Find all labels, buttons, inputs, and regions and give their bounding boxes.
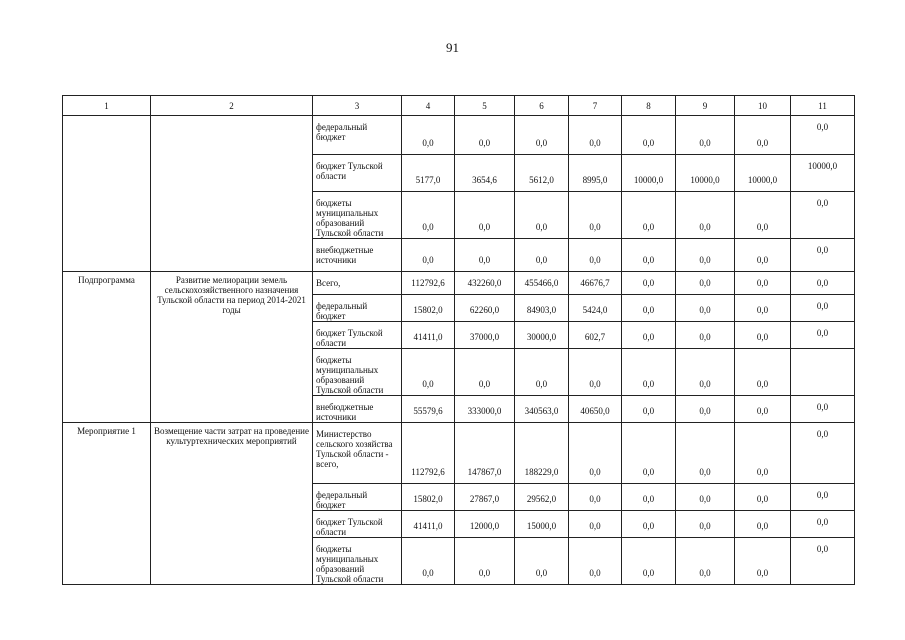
value-cell: 46676,7 — [569, 272, 622, 295]
funding-source-cell: внебюджетные источники — [313, 239, 402, 272]
funding-source-cell: бюджет Тульской области — [313, 511, 402, 538]
value-cell: 0,0 — [676, 272, 735, 295]
row-type-cell — [63, 116, 151, 272]
value-cell: 0,0 — [622, 511, 676, 538]
value-cell: 0,0 — [569, 484, 622, 511]
value-cell: 0,0 — [676, 538, 735, 585]
value-cell: 112792,6 — [402, 272, 455, 295]
value-cell: 0,0 — [676, 484, 735, 511]
value-cell: 0,0 — [735, 272, 791, 295]
funding-source-cell: бюджет Тульской области — [313, 322, 402, 349]
value-cell: 0,0 — [515, 116, 569, 155]
value-cell: 40650,0 — [569, 396, 622, 423]
value-cell: 37000,0 — [455, 322, 515, 349]
value-cell: 0,0 — [735, 511, 791, 538]
value-cell-col11 — [791, 349, 855, 396]
row-name-cell: Развитие мелиорации земель сельскохозяйственного назначения Тульской области на период 2014-2021 годы — [151, 272, 313, 423]
header-cell: 6 — [515, 96, 569, 116]
funding-source-cell: бюджеты муниципальных образований Тульской области — [313, 192, 402, 239]
value-cell: 0,0 — [455, 538, 515, 585]
value-cell: 3654,6 — [455, 155, 515, 192]
value-cell: 0,0 — [569, 349, 622, 396]
header-cell: 5 — [455, 96, 515, 116]
value-cell: 0,0 — [402, 116, 455, 155]
value-cell: 602,7 — [569, 322, 622, 349]
value-cell: 0,0 — [569, 538, 622, 585]
value-cell-col11: 0,0 — [791, 322, 855, 349]
header-cell: 7 — [569, 96, 622, 116]
value-cell: 0,0 — [735, 538, 791, 585]
value-cell: 432260,0 — [455, 272, 515, 295]
header-cell: 8 — [622, 96, 676, 116]
value-cell: 0,0 — [515, 239, 569, 272]
value-cell: 340563,0 — [515, 396, 569, 423]
value-cell: 15802,0 — [402, 484, 455, 511]
value-cell: 0,0 — [622, 423, 676, 484]
header-cell: 3 — [313, 96, 402, 116]
value-cell: 0,0 — [515, 538, 569, 585]
table-body — [63, 116, 855, 585]
value-cell: 0,0 — [735, 295, 791, 322]
funding-source-cell: федеральный бюджет — [313, 295, 402, 322]
value-cell: 10000,0 — [676, 155, 735, 192]
header-row — [63, 96, 855, 116]
value-cell: 29562,0 — [515, 484, 569, 511]
funding-source-cell: Всего, — [313, 272, 402, 295]
value-cell: 10000,0 — [735, 155, 791, 192]
value-cell-col11: 0,0 — [791, 116, 855, 155]
value-cell: 12000,0 — [455, 511, 515, 538]
value-cell: 41411,0 — [402, 511, 455, 538]
value-cell: 0,0 — [569, 423, 622, 484]
value-cell: 0,0 — [455, 349, 515, 396]
value-cell: 188229,0 — [515, 423, 569, 484]
value-cell: 55579,6 — [402, 396, 455, 423]
value-cell: 0,0 — [622, 239, 676, 272]
value-cell: 10000,0 — [622, 155, 676, 192]
value-cell: 0,0 — [515, 192, 569, 239]
value-cell: 0,0 — [622, 116, 676, 155]
header-cell: 2 — [151, 96, 313, 116]
value-cell: 147867,0 — [455, 423, 515, 484]
value-cell-col11: 10000,0 — [791, 155, 855, 192]
value-cell: 5612,0 — [515, 155, 569, 192]
value-cell: 5177,0 — [402, 155, 455, 192]
value-cell-col11: 0,0 — [791, 423, 855, 484]
value-cell: 0,0 — [676, 423, 735, 484]
table-row — [63, 116, 855, 155]
value-cell: 62260,0 — [455, 295, 515, 322]
value-cell: 0,0 — [622, 192, 676, 239]
funding-source-cell: бюджет Тульской области — [313, 155, 402, 192]
value-cell: 0,0 — [676, 322, 735, 349]
row-type-cell: Подпрограмма — [63, 272, 151, 423]
value-cell: 455466,0 — [515, 272, 569, 295]
value-cell: 0,0 — [676, 239, 735, 272]
value-cell: 0,0 — [735, 322, 791, 349]
value-cell: 0,0 — [676, 116, 735, 155]
value-cell: 0,0 — [735, 116, 791, 155]
value-cell-col11: 0,0 — [791, 295, 855, 322]
value-cell-col11: 0,0 — [791, 538, 855, 585]
value-cell: 0,0 — [735, 239, 791, 272]
value-cell: 0,0 — [735, 396, 791, 423]
value-cell: 0,0 — [402, 239, 455, 272]
page-number: 91 — [446, 40, 459, 55]
funding-source-cell: бюджеты муниципальных образований Тульской области — [313, 349, 402, 396]
table-row — [63, 423, 855, 484]
table-row — [63, 272, 855, 295]
value-cell: 0,0 — [622, 538, 676, 585]
funding-source-cell: федеральный бюджет — [313, 484, 402, 511]
value-cell: 0,0 — [622, 295, 676, 322]
value-cell: 0,0 — [622, 396, 676, 423]
value-cell-col11: 0,0 — [791, 272, 855, 295]
value-cell-col11: 0,0 — [791, 239, 855, 272]
value-cell: 0,0 — [569, 511, 622, 538]
value-cell: 0,0 — [622, 272, 676, 295]
value-cell: 15802,0 — [402, 295, 455, 322]
value-cell: 15000,0 — [515, 511, 569, 538]
value-cell: 0,0 — [622, 484, 676, 511]
value-cell: 5424,0 — [569, 295, 622, 322]
row-name-cell: Возмещение части затрат на проведение культуртехнических мероприятий — [151, 423, 313, 585]
budget-table — [62, 95, 855, 585]
funding-source-cell: федеральный бюджет — [313, 116, 402, 155]
value-cell: 112792,6 — [402, 423, 455, 484]
header-cell: 4 — [402, 96, 455, 116]
value-cell: 0,0 — [402, 349, 455, 396]
value-cell: 0,0 — [515, 349, 569, 396]
value-cell-col11: 0,0 — [791, 396, 855, 423]
value-cell: 0,0 — [676, 192, 735, 239]
value-cell: 0,0 — [455, 116, 515, 155]
header-cell: 11 — [791, 96, 855, 116]
value-cell: 0,0 — [676, 349, 735, 396]
value-cell: 0,0 — [402, 192, 455, 239]
value-cell: 0,0 — [455, 192, 515, 239]
funding-source-cell: внебюджетные источники — [313, 396, 402, 423]
value-cell: 0,0 — [735, 423, 791, 484]
value-cell: 0,0 — [735, 349, 791, 396]
value-cell: 0,0 — [735, 192, 791, 239]
value-cell-col11: 0,0 — [791, 192, 855, 239]
value-cell: 0,0 — [455, 239, 515, 272]
value-cell: 0,0 — [622, 349, 676, 396]
funding-source-cell: бюджеты муниципальных образований Тульской области — [313, 538, 402, 585]
value-cell: 84903,0 — [515, 295, 569, 322]
value-cell: 8995,0 — [569, 155, 622, 192]
row-type-cell: Мероприятие 1 — [63, 423, 151, 585]
value-cell: 41411,0 — [402, 322, 455, 349]
funding-source-cell: Министерство сельского хозяйства Тульской области - всего, — [313, 423, 402, 484]
value-cell: 0,0 — [622, 322, 676, 349]
value-cell: 0,0 — [735, 484, 791, 511]
value-cell: 0,0 — [676, 396, 735, 423]
value-cell: 0,0 — [569, 239, 622, 272]
value-cell: 0,0 — [569, 116, 622, 155]
value-cell: 0,0 — [676, 511, 735, 538]
value-cell: 333000,0 — [455, 396, 515, 423]
row-name-cell — [151, 116, 313, 272]
value-cell-col11: 0,0 — [791, 511, 855, 538]
header-cell: 1 — [63, 96, 151, 116]
value-cell: 27867,0 — [455, 484, 515, 511]
value-cell: 30000,0 — [515, 322, 569, 349]
value-cell: 0,0 — [569, 192, 622, 239]
value-cell: 0,0 — [676, 295, 735, 322]
value-cell-col11: 0,0 — [791, 484, 855, 511]
header-cell: 9 — [676, 96, 735, 116]
value-cell: 0,0 — [402, 538, 455, 585]
header-cell: 10 — [735, 96, 791, 116]
